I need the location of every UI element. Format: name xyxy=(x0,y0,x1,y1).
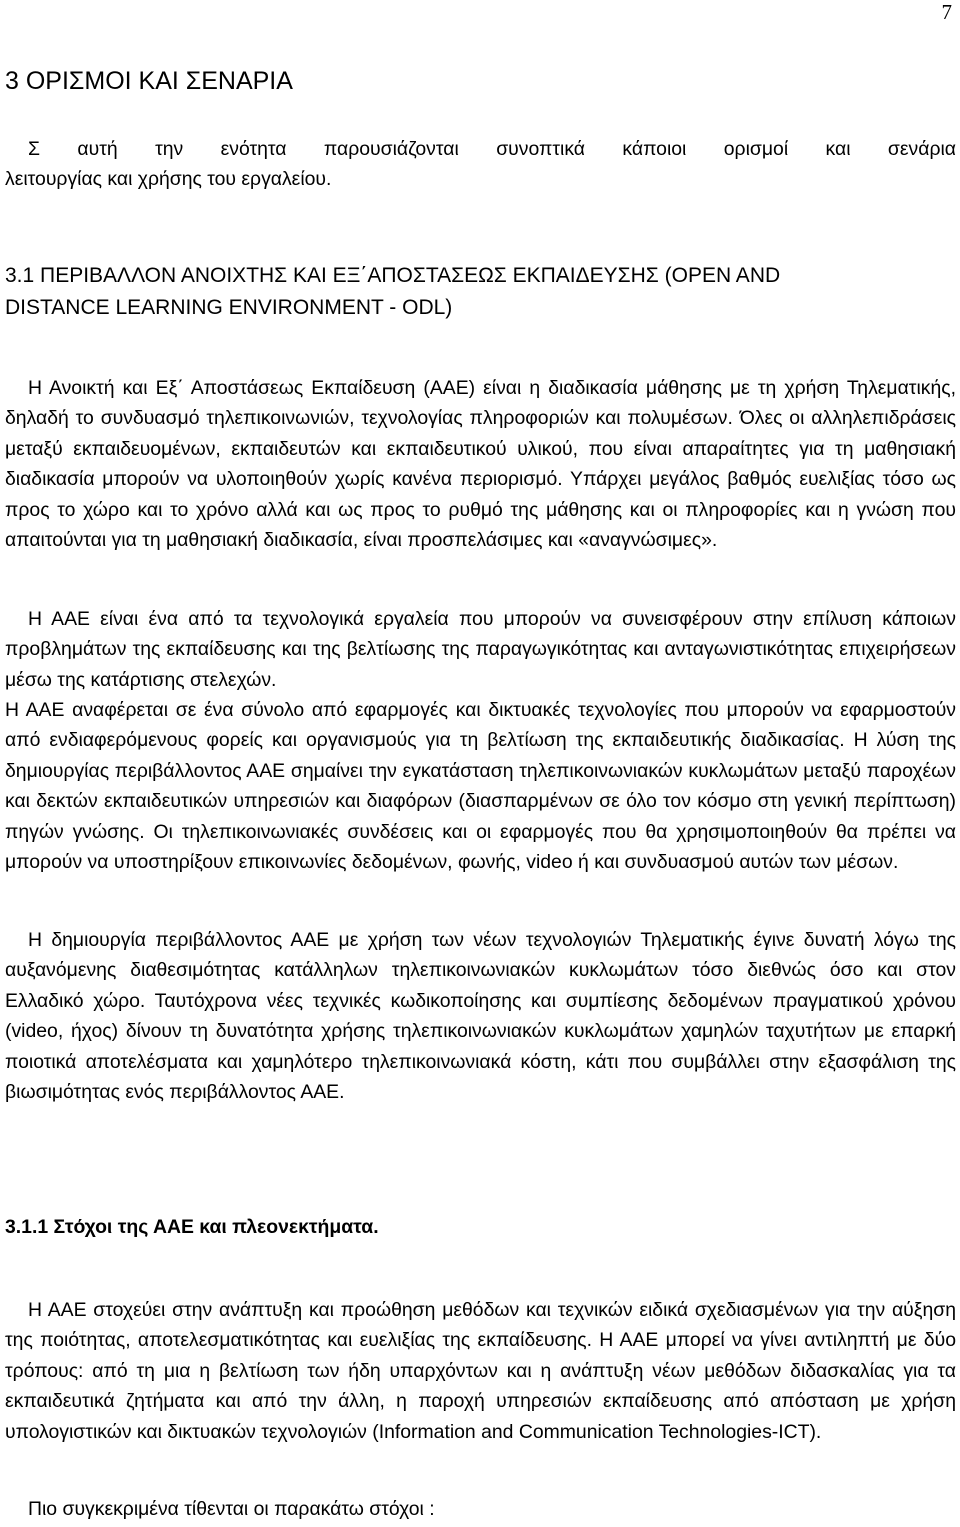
subsubsection-title: 3.1.1 Στόχοι της ΑΑΕ και πλεονεκτήματα. xyxy=(5,1216,379,1238)
intro-line-2: λειτουργίας και χρήσης του εργαλείου. xyxy=(5,168,332,191)
intro-line-1: Σ αυτή την ενότητα παρουσιάζονται συνοπτικά κάποιοι ορισμοί και σενάρια xyxy=(28,138,956,160)
goals-lead-in: Πιο συγκεκριμένα τίθενται οι παρακάτω στόχοι : xyxy=(28,1498,435,1520)
subsection-title-line-2: DISTANCE LEARNING ENVIRONMENT - ODL) xyxy=(5,296,453,319)
section-title: 3 ΟΡΙΣΜΟΙ ΚΑΙ ΣΕΝΑΡΙΑ xyxy=(5,67,293,95)
goals-paragraph: Η ΑΑΕ στοχεύει στην ανάπτυξη και προώθηση μεθόδων και τεχνικών ειδικά σχεδιασμένων για την αύξηση της ποιότητας, αποτελεσματικότητας και ευελιξίας της εκπαίδευσης. Η ΑΑΕ μπορεί να γίνει αντιληπτή με δύο τρόπους: από τη μια η βελτίωση των ήδη υπαρχόντων και η ανάπτυξη νέων μεθόδων διδασκαλίας για τα εκπαιδευτικά ζητήματα και από την άλλη, η παροχή υπηρεσιών εκπαίδευσης από απόσταση με χρήση υπολογιστικών και δικτυακών τεχνολογιών (Information and Communication Technologies-ICT). xyxy=(5,1299,956,1443)
intro-paragraph xyxy=(5,134,956,195)
body-paragraph-2: Η ΑΑΕ είναι ένα από τα τεχνολογικά εργαλεία που μπορούν να συνεισφέρουν στην επίλυση κάποιων προβλημάτων της εκπαίδευσης και της βελτίωσης της παραγωγικότητας και ανταγωνιστικότητας επιχειρήσεων μέσω της κατάρτισης στελεχών. xyxy=(5,608,956,691)
body-paragraph-1: Η Ανοικτή και Εξ΄ Αποστάσεως Εκπαίδευση (ΑΑΕ) είναι η διαδικασία μάθησης με τη χρήση Τηλεματικής, δηλαδή το συνδυασμό τηλεπικοινωνιών, τεχνολογίας πληροφοριών και πολυμέσων. Όλες οι αλληλεπιδράσεις μεταξύ εκπαιδευομένων, εκπαιδευτών και εκπαιδευτικού υλικού, που είναι απαραίτητες για τη μαθησιακή διαδικασία μπορούν να υλοποιηθούν χωρίς κανένα περιορισμό. Υπάρχει μεγάλος βαθμός ευελιξίας τόσο ως προς το χώρο και το χρόνο αλλά και ως προς το ρυθμό της μάθησης και οι πληροφορίες και η γνώση που απαιτούνται για τη μαθησιακή διαδικασία, είναι προσπελάσιμες και «αναγνώσιμες». xyxy=(5,377,956,552)
body-paragraph-4: Η δημιουργία περιβάλλοντος ΑΑΕ με χρήση των νέων τεχνολογιών Τηλεματικής έγινε δυνατή λόγω της αυξανόμενης διαθεσιμότητας κατάλληλων τηλεπικοινωνιακών κυκλωμάτων τόσο διεθνώς όσο και στον Ελλαδικό χώρο. Ταυτόχρονα νέες τεχνικές κωδικοποίησης και συμπίεσης δεδομένων πραγματικού χρόνου (video, ήχος) δίνουν τη δυνατότητα χρήσης τηλεπικοινωνιακών κυκλωμάτων χαμηλών ταχυτήτων με επαρκή ποιοτικά αποτελέσματα και χαμηλότερο τηλεπικοινωνιακά κόστη, κάτι που συμβάλλει στην εξασφάλιση της βιωσιμότητας ενός περιβάλλοντος ΑΑΕ. xyxy=(5,929,956,1104)
subsection-title-line-1: 3.1 ΠΕΡΙΒΑΛΛΟΝ ΑΝΟΙΧΤΗΣ ΚΑΙ ΕΞ΄ΑΠΟΣΤΑΣΕΩΣ ΕΚΠΑΙΔΕΥΣΗΣ (OPEN AND xyxy=(5,264,781,287)
body-paragraph-3: Η ΑΑΕ αναφέρεται σε ένα σύνολο από εφαρμογές και δικτυακές τεχνολογίες που μπορούν να εφαρμοστούν από ενδιαφερόμενους φορείς και οργανισμούς για τη βελτίωση της εκπαιδευτικής διαδικασίας. Η λύση της δημιουργίας περιβάλλοντος ΑΑΕ σημαίνει την εγκατάσταση τηλεπικοινωνιακών κυκλωμάτων μεταξύ παροχέων και δεκτών εκπαιδευτικών υπηρεσιών και διαφόρων (διασπαρμένων σε όλο τον κόσμο στη γενική περίπτωση) πηγών γνώσης. Οι τηλεπικοινωνιακές συνδέσεις και οι εφαρμογές που θα χρησιμοποιηθούν θα πρέπει να μπορούν να υποστηρίξουν επικοινωνίες δεδομένων, φωνής, video ή και συνδυασμού αυτών των μέσων. xyxy=(5,699,956,874)
subsection-title xyxy=(5,260,956,324)
page-number: 7 xyxy=(941,0,952,24)
